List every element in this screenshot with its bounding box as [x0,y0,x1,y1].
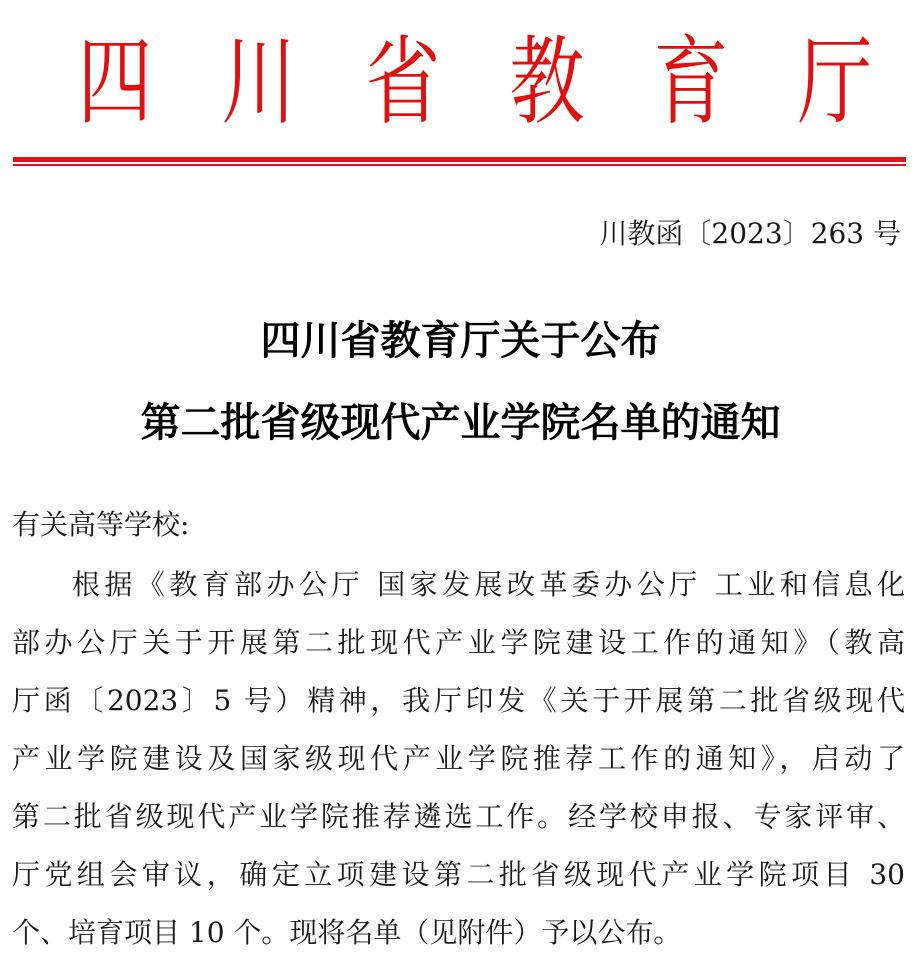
body-paragraph-line: 产业学院建设及国家级现代产业学院推荐工作的通知》，启动了 [12,742,905,775]
masthead-char: 厅 [797,26,873,138]
issuing-authority-masthead [60,22,890,142]
body-paragraph-line: 第二批省级现代产业学院推荐遴选工作。经学校申报、专家评审、 [12,800,905,833]
body-paragraph-line: 部办公厅关于开展第二批现代产业学院建设工作的通知》（教高 [12,626,905,659]
document-number: 川教函〔2023〕263 号 [599,217,901,250]
salutation: 有关高等学校: [12,508,190,541]
masthead-divider-thin [13,164,906,166]
body-paragraph-line: 厅党组会审议，确定立项建设第二批省级现代产业学院项目 30 [12,858,905,891]
masthead-char: 四 [77,26,153,138]
masthead-divider-thick [13,157,906,162]
document-title-line-2: 第二批省级现代产业学院名单的通知 [140,399,781,446]
masthead-char: 省 [365,26,441,138]
body-paragraph-line: 个、培育项目 10 个。现将名单（见附件）予以公布。 [12,916,682,949]
masthead-char: 教 [509,26,585,138]
masthead-char: 川 [221,26,297,138]
document-title-line-1: 四川省教育厅关于公布 [260,317,661,364]
body-paragraph-line: 根据《教育部办公厅 国家发展改革委办公厅 工业和信息化 [72,568,905,601]
masthead-char: 育 [653,26,729,138]
body-paragraph-line: 厅函〔2023〕5 号）精神，我厅印发《关于开展第二批省级现代 [12,684,905,717]
